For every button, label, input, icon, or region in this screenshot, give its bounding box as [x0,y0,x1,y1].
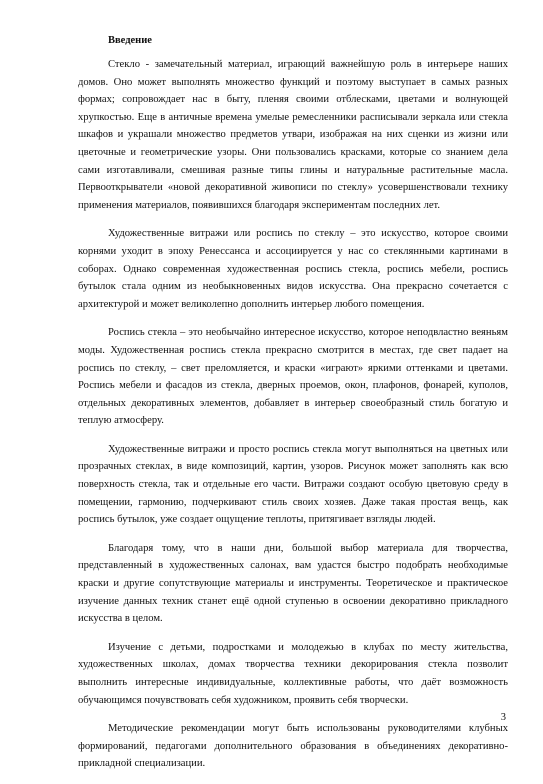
paragraph-3: Роспись стекла – это необычайно интересное искусство, которое неподвластно веяньям моды. Художественная роспись стекла прекрасно смотрится в местах, где свет падает на роспись по стеклу, – свет преломляется, и краски «играют» яркими оттенками и цветами. Роспись мебели и фасадов из стекла, дверных проемов, окон, плафонов, фонарей, куполов, отдельных декоративных элементов, добавляет в интерьер своеобразный стиль богатую и теплую атмосферу. [78,327,508,427]
paragraph-6: Изучение с детьми, подростками и молодежью в клубах по месту жительства, художественных школах, домах творчества техники декорирования стекла позволит выполнить интересные индивидуальные, коллективные работы, что даёт возможность обучающимся почувствовать себя художником, проявить себя творчески. [78,641,508,706]
paragraph-7: Методические рекомендации могут быть использованы руководителями клубных формирований, педагогами дополнительного образования в объединениях декоративно-прикладной специализации. [78,723,508,770]
paragraph-5: Благодаря тому, что в наши дни, большой выбор материала для творчества, представленный в художественных салонах, вам удастся быстро подобрать необходимые краски и другие сопутствующие материалы и инструменты. Теоретическое и практическое изучение данных техник станет ещё одной ступенью в освоении декоративно прикладного искусства в целом. [78,542,508,625]
paragraph-4: Художественные витражи и просто роспись стекла могут выполняться на цветных или прозрачных стеклах, в виде композиций, картин, узоров. Рисунок может заполнять как всю поверхность стекла, так и отдельные его части. Витражи создают особую цветовую среду в помещении, гармонию, подчеркивают стиль своих хозяев. Даже такая простая вещь, как роспись бутылок, уже создает ощущение теплоты, притягивает взгляды людей. [78,443,508,526]
section-heading: Введение [108,35,152,46]
page-number: 3 [500,712,506,723]
document-body [78,34,508,784]
paragraph-1: Стекло - замечательный материал, играющий важнейшую роль в интерьере наших домов. Оно может выполнять множество функций и поэтому выступает в самых разных формах; сопровождает нас в быту, пленяя своими отблесками, цветами и волнующей хрупкостью. Еще в античные времена умелые ремесленники расписывали зеркала или стекла шкафов и украшали множество предметов утвари, изображая на них сценки из жизни или цветочные и геометрические узоры. Они пользовались красками, которые со знанием дела сами изготавливали, смешивая разные типы глины и натуральные растительные масла. Первооткрыватели «новой декоративной живописи по стеклу» усовершенствовали технику применения материалов, появившихся благодаря экспериментам последних лет. [78,59,508,211]
paragraph-2: Художественные витражи или роспись по стеклу – это искусство, которое своими корнями уходит в эпоху Ренессанса и ассоциируется у нас со стеклянными картинами в соборах. Однако современная художественная роспись стекла, роспись мебели, роспись бутылок стала одним из необыкновенных видов искусства. Она прекрасно сочетается с архитектурой и может великолепно дополнить интерьер любого помещения. [78,228,508,310]
